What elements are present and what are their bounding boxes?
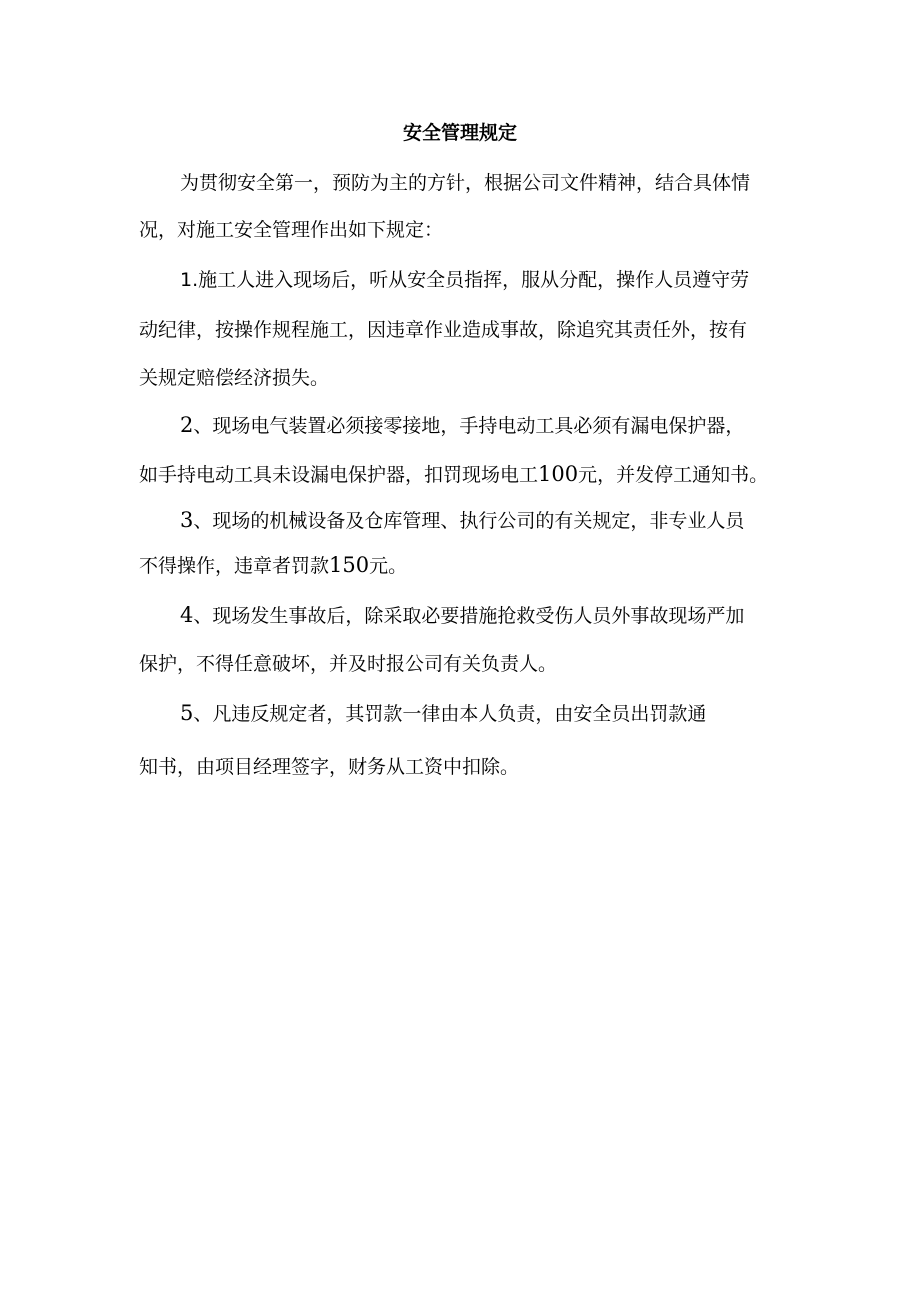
rule-3-line-2 bbox=[139, 553, 407, 578]
rule-3-text-b: 元。 bbox=[369, 555, 408, 577]
rule-5-line-1 bbox=[180, 701, 706, 726]
rule-2-number: 2 bbox=[180, 413, 194, 437]
rule-4-line-1 bbox=[180, 603, 744, 628]
rule-5-text: 、凡违反规定者，其罚款一律由本人负责，由安全员出罚款通 bbox=[193, 703, 707, 725]
rule-4-line-2: 保护，不得任意破坏，并及时报公司有关负责人。 bbox=[139, 653, 558, 675]
rule-5-line-2: 知书，由项目经理签字，财务从工资中扣除。 bbox=[139, 756, 520, 778]
rule-4-number: 4 bbox=[180, 603, 194, 627]
intro-line-1: 为贯彻安全第一，预防为主的方针，根据公司文件精神，结合具体情 bbox=[180, 172, 751, 194]
rule-5-number: 5 bbox=[180, 701, 194, 725]
intro-line-2: 况，对施工安全管理作出如下规定： bbox=[139, 219, 444, 241]
rule-2-amount: 100 bbox=[538, 462, 579, 486]
rule-2-text-a: 如手持电动工具未设漏电保护器，扣罚现场电工 bbox=[139, 464, 539, 486]
rule-2-line-1 bbox=[180, 413, 744, 438]
rule-2-text: 、现场电气装置必须接零接地，手持电动工具必须有漏电保护器， bbox=[193, 415, 745, 437]
rule-3-text: 、现场的机械设备及仓库管理、执行公司的有关规定，非专业人员 bbox=[193, 510, 745, 532]
rule-3-amount: 150 bbox=[329, 553, 370, 577]
rule-3-text-a: 不得操作，违章者罚款 bbox=[139, 555, 330, 577]
rule-3-line-1 bbox=[180, 508, 744, 533]
rule-1-line-2: 动纪律，按操作规程施工，因违章作业造成事故，除追究其责任外，按有 bbox=[139, 319, 748, 341]
rule-1-line-1: 1.施工人进入现场后，听从安全员指挥，服从分配，操作人员遵守劳 bbox=[180, 269, 750, 291]
rule-4-text: 、现场发生事故后，除采取必要措施抢救受伤人员外事故现场严加 bbox=[193, 605, 745, 627]
rule-2-line-2 bbox=[139, 462, 768, 487]
rule-3-number: 3 bbox=[180, 508, 194, 532]
rule-1-line-3: 关规定赔偿经济损失。 bbox=[139, 367, 330, 389]
document-title: 安全管理规定 bbox=[402, 122, 517, 144]
rule-2-text-b: 元，并发停工通知书。 bbox=[578, 464, 769, 486]
